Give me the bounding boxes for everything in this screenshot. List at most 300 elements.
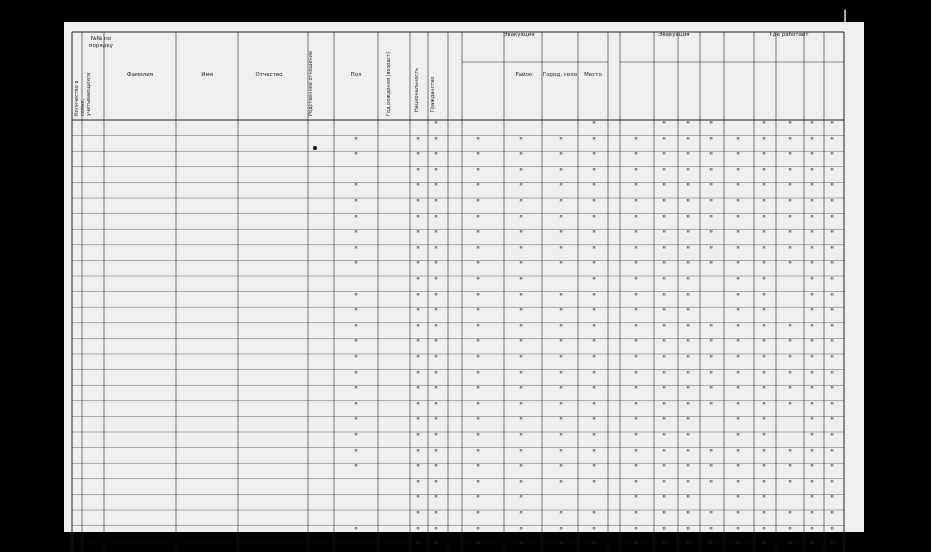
- ditto-mark: ": [788, 526, 793, 537]
- ditto-mark: ": [416, 323, 421, 334]
- ditto-mark: ": [662, 433, 667, 443]
- ditto-mark: ": [634, 479, 639, 490]
- ditto-mark: ": [634, 339, 639, 350]
- ditto-mark: ": [736, 245, 741, 256]
- ditto-mark: ": [830, 417, 835, 428]
- ditto-mark: ": [736, 495, 741, 506]
- ditto-mark: ": [476, 542, 481, 552]
- ditto-mark: ": [662, 136, 667, 147]
- ditto-mark: ": [762, 417, 767, 428]
- header-sex: Пол: [350, 72, 362, 78]
- ditto-mark: ": [592, 199, 597, 209]
- ditto-mark: ": [476, 152, 481, 163]
- ditto-mark: ": [830, 464, 835, 475]
- ditto-mark: ": [810, 495, 815, 506]
- ditto-mark: ": [762, 355, 767, 365]
- ditto-mark: ": [686, 417, 691, 428]
- ditto-mark: ": [416, 308, 421, 319]
- ditto-mark: ": [830, 167, 835, 178]
- ditto-mark: ": [830, 323, 835, 334]
- ditto-mark: ": [634, 542, 639, 552]
- header-patronymic: Отчество: [255, 72, 283, 78]
- ditto-mark: ": [762, 511, 767, 521]
- ditto-mark: ": [830, 526, 835, 537]
- ditto-mark: ": [736, 230, 741, 241]
- ditto-mark: ": [830, 308, 835, 319]
- ditto-mark: ": [830, 386, 835, 397]
- ditto-mark: ": [434, 308, 439, 319]
- ditto-mark: ": [476, 167, 481, 178]
- ditto-mark: ": [830, 277, 835, 287]
- ditto-mark: ": [354, 214, 359, 225]
- ditto-mark: ": [519, 245, 524, 256]
- ditto-mark: ": [762, 308, 767, 319]
- ditto-mark: ": [634, 464, 639, 475]
- ditto-mark: ": [416, 495, 421, 506]
- ditto-mark: ": [736, 355, 741, 365]
- ditto-mark: ": [634, 433, 639, 443]
- ditto-mark: ": [559, 308, 564, 319]
- ditto-mark: ": [810, 121, 815, 131]
- ditto-mark: ": [354, 230, 359, 241]
- ditto-mark: ": [788, 448, 793, 459]
- ditto-mark: ": [559, 417, 564, 428]
- ditto-mark: ": [416, 152, 421, 163]
- ink-dot: [313, 146, 317, 150]
- ditto-mark: ": [476, 214, 481, 225]
- ditto-mark: ": [686, 277, 691, 287]
- ditto-mark: ": [830, 355, 835, 365]
- ditto-mark: ": [709, 214, 714, 225]
- ditto-mark: ": [709, 355, 714, 365]
- ditto-mark: ": [519, 323, 524, 334]
- ditto-mark: ": [434, 136, 439, 147]
- ditto-mark: ": [810, 464, 815, 475]
- register-sheet: [64, 22, 864, 552]
- corner-tick-mark: ǀ: [843, 8, 848, 24]
- ditto-mark: ": [519, 292, 524, 303]
- ditto-mark: ": [519, 417, 524, 428]
- ditto-mark: ": [434, 245, 439, 256]
- ditto-mark: ": [709, 479, 714, 490]
- ditto-mark: ": [434, 199, 439, 209]
- ditto-mark: ": [592, 401, 597, 412]
- ditto-mark: ": [634, 448, 639, 459]
- ditto-mark: ": [519, 386, 524, 397]
- ditto-mark: ": [762, 136, 767, 147]
- ditto-mark: ": [788, 511, 793, 521]
- ditto-mark: ": [686, 308, 691, 319]
- ditto-mark: ": [736, 167, 741, 178]
- ditto-mark: ": [434, 261, 439, 272]
- ditto-mark: ": [634, 417, 639, 428]
- ditto-mark: ": [476, 339, 481, 350]
- ditto-mark: ": [434, 433, 439, 443]
- ditto-mark: ": [788, 183, 793, 194]
- ditto-mark: ": [830, 495, 835, 506]
- ditto-mark: ": [592, 417, 597, 428]
- ditto-mark: ": [810, 183, 815, 194]
- header-citizenship: Гражданство: [430, 76, 436, 112]
- ditto-mark: ": [709, 230, 714, 241]
- header-place: Место: [584, 72, 602, 78]
- ditto-mark: ": [354, 433, 359, 443]
- ditto-mark: ": [592, 339, 597, 350]
- ditto-mark: ": [476, 292, 481, 303]
- ditto-mark: ": [559, 386, 564, 397]
- ditto-mark: ": [354, 370, 359, 381]
- ditto-mark: ": [686, 495, 691, 506]
- ditto-mark: ": [686, 245, 691, 256]
- ditto-mark: ": [762, 433, 767, 443]
- ditto-mark: ": [762, 199, 767, 209]
- ditto-mark: ": [519, 339, 524, 350]
- ditto-mark: ": [830, 230, 835, 241]
- ditto-mark: ": [519, 542, 524, 552]
- ditto-mark: ": [519, 167, 524, 178]
- ditto-mark: ": [810, 479, 815, 490]
- ditto-mark: ": [762, 121, 767, 131]
- ditto-mark: ": [416, 433, 421, 443]
- ditto-mark: ": [592, 183, 597, 194]
- ditto-mark: ": [592, 167, 597, 178]
- header-evacuated-from: Эвакуация: [503, 32, 535, 38]
- ditto-mark: ": [830, 370, 835, 381]
- ditto-mark: ": [810, 277, 815, 287]
- ditto-mark: ": [788, 542, 793, 552]
- ditto-mark: ": [788, 121, 793, 131]
- ditto-mark: ": [354, 308, 359, 319]
- ditto-mark: ": [709, 199, 714, 209]
- ditto-mark: ": [559, 339, 564, 350]
- ditto-mark: ": [686, 339, 691, 350]
- ditto-mark: ": [788, 323, 793, 334]
- ditto-mark: ": [416, 386, 421, 397]
- ditto-mark: ": [762, 479, 767, 490]
- header-name: Имя: [201, 72, 213, 78]
- ditto-mark: ": [662, 152, 667, 163]
- ditto-mark: ": [416, 479, 421, 490]
- ditto-mark: ": [634, 370, 639, 381]
- ditto-mark: ": [686, 152, 691, 163]
- ditto-mark: ": [810, 355, 815, 365]
- ditto-mark: ": [736, 136, 741, 147]
- ditto-mark: ": [736, 214, 741, 225]
- ditto-mark: ": [634, 245, 639, 256]
- ditto-mark: ": [634, 386, 639, 397]
- ditto-mark: ": [762, 261, 767, 272]
- ditto-mark: ": [434, 464, 439, 475]
- ditto-mark: ": [416, 339, 421, 350]
- ditto-mark: ": [519, 199, 524, 209]
- ditto-mark: ": [416, 167, 421, 178]
- ditto-mark: ": [519, 433, 524, 443]
- ditto-mark: ": [519, 308, 524, 319]
- ditto-mark: ": [736, 323, 741, 334]
- ditto-mark: ": [416, 464, 421, 475]
- ditto-mark: ": [559, 433, 564, 443]
- ditto-mark: ": [830, 292, 835, 303]
- ditto-mark: ": [686, 292, 691, 303]
- ditto-mark: ": [686, 136, 691, 147]
- ditto-mark: ": [788, 199, 793, 209]
- ditto-mark: ": [762, 277, 767, 287]
- ditto-mark: ": [634, 323, 639, 334]
- ditto-mark: ": [476, 308, 481, 319]
- ditto-mark: ": [519, 401, 524, 412]
- ditto-mark: ": [354, 339, 359, 350]
- ditto-mark: ": [434, 495, 439, 506]
- ditto-mark: ": [830, 121, 835, 131]
- ditto-mark: ": [662, 355, 667, 365]
- ditto-mark: ": [762, 214, 767, 225]
- ditto-mark: ": [810, 433, 815, 443]
- ditto-mark: ": [662, 401, 667, 412]
- ditto-mark: ": [519, 136, 524, 147]
- ditto-mark: ": [434, 526, 439, 537]
- ditto-mark: ": [709, 323, 714, 334]
- ditto-mark: ": [354, 199, 359, 209]
- ditto-mark: ": [788, 152, 793, 163]
- ditto-mark: ": [476, 230, 481, 241]
- ditto-mark: ": [634, 277, 639, 287]
- ditto-mark: ": [634, 136, 639, 147]
- ditto-mark: ": [476, 464, 481, 475]
- ditto-mark: ": [434, 323, 439, 334]
- ditto-mark: ": [762, 542, 767, 552]
- ditto-mark: ": [559, 199, 564, 209]
- ditto-mark: ": [434, 230, 439, 241]
- ditto-mark: ": [416, 292, 421, 303]
- ditto-mark: ": [592, 277, 597, 287]
- ditto-mark: ": [416, 136, 421, 147]
- ditto-mark: ": [634, 495, 639, 506]
- ditto-mark: ": [416, 542, 421, 552]
- ditto-mark: ": [788, 479, 793, 490]
- ditto-mark: ": [476, 479, 481, 490]
- ditto-mark: ": [476, 417, 481, 428]
- ditto-mark: ": [830, 401, 835, 412]
- ditto-mark: ": [634, 214, 639, 225]
- ditto-mark: ": [830, 261, 835, 272]
- ditto-mark: ": [634, 167, 639, 178]
- ditto-mark: ": [736, 417, 741, 428]
- ditto-mark: ": [476, 526, 481, 537]
- ditto-mark: ": [559, 464, 564, 475]
- ditto-mark: ": [788, 355, 793, 365]
- ditto-mark: ": [788, 339, 793, 350]
- ditto-mark: ": [788, 230, 793, 241]
- ditto-mark: ": [709, 511, 714, 521]
- ditto-mark: ": [519, 355, 524, 365]
- ditto-mark: ": [354, 183, 359, 194]
- ditto-mark: ": [592, 323, 597, 334]
- ditto-mark: ": [592, 526, 597, 537]
- ditto-mark: ": [416, 245, 421, 256]
- ditto-mark: ": [354, 152, 359, 163]
- ditto-mark: ": [476, 495, 481, 506]
- ditto-mark: ": [519, 448, 524, 459]
- ditto-mark: ": [559, 183, 564, 194]
- ditto-mark: ": [788, 261, 793, 272]
- ditto-mark: ": [662, 183, 667, 194]
- ditto-mark: ": [686, 401, 691, 412]
- ditto-mark: ": [830, 152, 835, 163]
- ditto-mark: ": [434, 542, 439, 552]
- ditto-mark: ": [634, 355, 639, 365]
- ditto-mark: ": [736, 370, 741, 381]
- ditto-mark: ": [762, 401, 767, 412]
- ditto-mark: ": [434, 292, 439, 303]
- ditto-mark: ": [434, 370, 439, 381]
- ditto-mark: ": [709, 339, 714, 350]
- ditto-mark: ": [662, 339, 667, 350]
- ditto-mark: ": [416, 417, 421, 428]
- ditto-mark: ": [592, 542, 597, 552]
- ditto-mark: ": [434, 277, 439, 287]
- ditto-mark: ": [559, 511, 564, 521]
- ditto-mark: ": [592, 245, 597, 256]
- ditto-mark: ": [788, 214, 793, 225]
- ditto-mark: ": [662, 199, 667, 209]
- header-surname: Фамилия: [126, 72, 154, 78]
- ditto-mark: ": [634, 183, 639, 194]
- ditto-mark: ": [634, 308, 639, 319]
- ditto-mark: ": [476, 323, 481, 334]
- ditto-mark: ": [662, 417, 667, 428]
- ditto-mark: ": [592, 214, 597, 225]
- ditto-mark: ": [762, 339, 767, 350]
- ditto-mark: ": [662, 230, 667, 241]
- ditto-mark: ": [559, 167, 564, 178]
- ditto-mark: ": [662, 121, 667, 131]
- ditto-mark: ": [592, 448, 597, 459]
- ditto-mark: ": [709, 401, 714, 412]
- ditto-mark: ": [662, 214, 667, 225]
- ditto-mark: ": [762, 292, 767, 303]
- ditto-mark: ": [788, 464, 793, 475]
- ditto-mark: ": [559, 401, 564, 412]
- ditto-mark: ": [592, 464, 597, 475]
- ditto-mark: ": [810, 214, 815, 225]
- ditto-mark: ": [592, 152, 597, 163]
- ditto-mark: ": [476, 261, 481, 272]
- ditto-mark: ": [736, 308, 741, 319]
- ditto-mark: ": [709, 152, 714, 163]
- ditto-mark: ": [762, 230, 767, 241]
- ditto-mark: ": [662, 308, 667, 319]
- ditto-mark: ": [810, 152, 815, 163]
- ditto-mark: ": [519, 479, 524, 490]
- ditto-mark: ": [736, 448, 741, 459]
- ditto-mark: ": [592, 433, 597, 443]
- ditto-mark: ": [830, 183, 835, 194]
- ditto-mark: ": [559, 355, 564, 365]
- ditto-mark: ": [592, 292, 597, 303]
- ditto-mark: ": [559, 526, 564, 537]
- ditto-mark: ": [634, 526, 639, 537]
- ditto-mark: ": [559, 245, 564, 256]
- ditto-mark: ": [434, 448, 439, 459]
- ditto-mark: ": [686, 479, 691, 490]
- ditto-mark: ": [434, 152, 439, 163]
- ditto-mark: ": [592, 136, 597, 147]
- ditto-mark: ": [416, 511, 421, 521]
- ditto-mark: ": [810, 401, 815, 412]
- ditto-mark: ": [709, 370, 714, 381]
- ditto-mark: ": [476, 199, 481, 209]
- ditto-mark: ": [416, 214, 421, 225]
- ditto-mark: ": [736, 511, 741, 521]
- header-relation: Родственное отношение: [308, 50, 314, 116]
- ditto-mark: ": [810, 167, 815, 178]
- ditto-mark: ": [830, 542, 835, 552]
- header-family-no: Количество в семье, учитывающихся: [74, 73, 92, 116]
- ditto-mark: ": [762, 183, 767, 194]
- ditto-mark: ": [762, 526, 767, 537]
- ditto-mark: ": [810, 292, 815, 303]
- ditto-mark: ": [434, 386, 439, 397]
- ditto-mark: ": [354, 261, 359, 272]
- ditto-mark: ": [354, 448, 359, 459]
- ditto-mark: ": [416, 370, 421, 381]
- table-grid: [64, 22, 864, 532]
- ditto-mark: ": [686, 370, 691, 381]
- ditto-mark: ": [662, 323, 667, 334]
- ditto-mark: ": [354, 136, 359, 147]
- ditto-mark: ": [762, 323, 767, 334]
- ditto-mark: ": [762, 152, 767, 163]
- ditto-mark: ": [662, 245, 667, 256]
- ditto-mark: ": [434, 355, 439, 365]
- ditto-mark: ": [686, 448, 691, 459]
- ditto-mark: ": [559, 370, 564, 381]
- ditto-mark: ": [736, 292, 741, 303]
- ditto-mark: ": [634, 199, 639, 209]
- ditto-mark: ": [762, 167, 767, 178]
- ditto-mark: ": [662, 495, 667, 506]
- ditto-mark: ": [592, 479, 597, 490]
- ditto-mark: ": [830, 448, 835, 459]
- ditto-mark: ": [476, 511, 481, 521]
- ditto-mark: ": [788, 136, 793, 147]
- ditto-mark: ": [709, 121, 714, 131]
- ditto-mark: ": [810, 339, 815, 350]
- ditto-mark: ": [810, 386, 815, 397]
- header-birth-year: Год рождения (возраст): [386, 51, 392, 116]
- ditto-mark: ": [736, 464, 741, 475]
- ditto-mark: ": [810, 261, 815, 272]
- ditto-mark: ": [810, 136, 815, 147]
- ditto-mark: ": [810, 323, 815, 334]
- ditto-mark: ": [592, 230, 597, 241]
- ditto-mark: ": [416, 230, 421, 241]
- ditto-mark: ": [476, 370, 481, 381]
- ditto-mark: ": [810, 199, 815, 209]
- ditto-mark: ": [476, 136, 481, 147]
- ditto-mark: ": [736, 386, 741, 397]
- ditto-mark: ": [736, 183, 741, 194]
- ditto-mark: ": [736, 152, 741, 163]
- ditto-mark: ": [686, 526, 691, 537]
- ditto-mark: ": [434, 121, 439, 131]
- ditto-mark: ": [686, 511, 691, 521]
- ditto-mark: ": [736, 542, 741, 552]
- ditto-mark: ": [762, 448, 767, 459]
- ditto-mark: ": [476, 448, 481, 459]
- ditto-mark: ": [559, 261, 564, 272]
- ditto-mark: ": [559, 323, 564, 334]
